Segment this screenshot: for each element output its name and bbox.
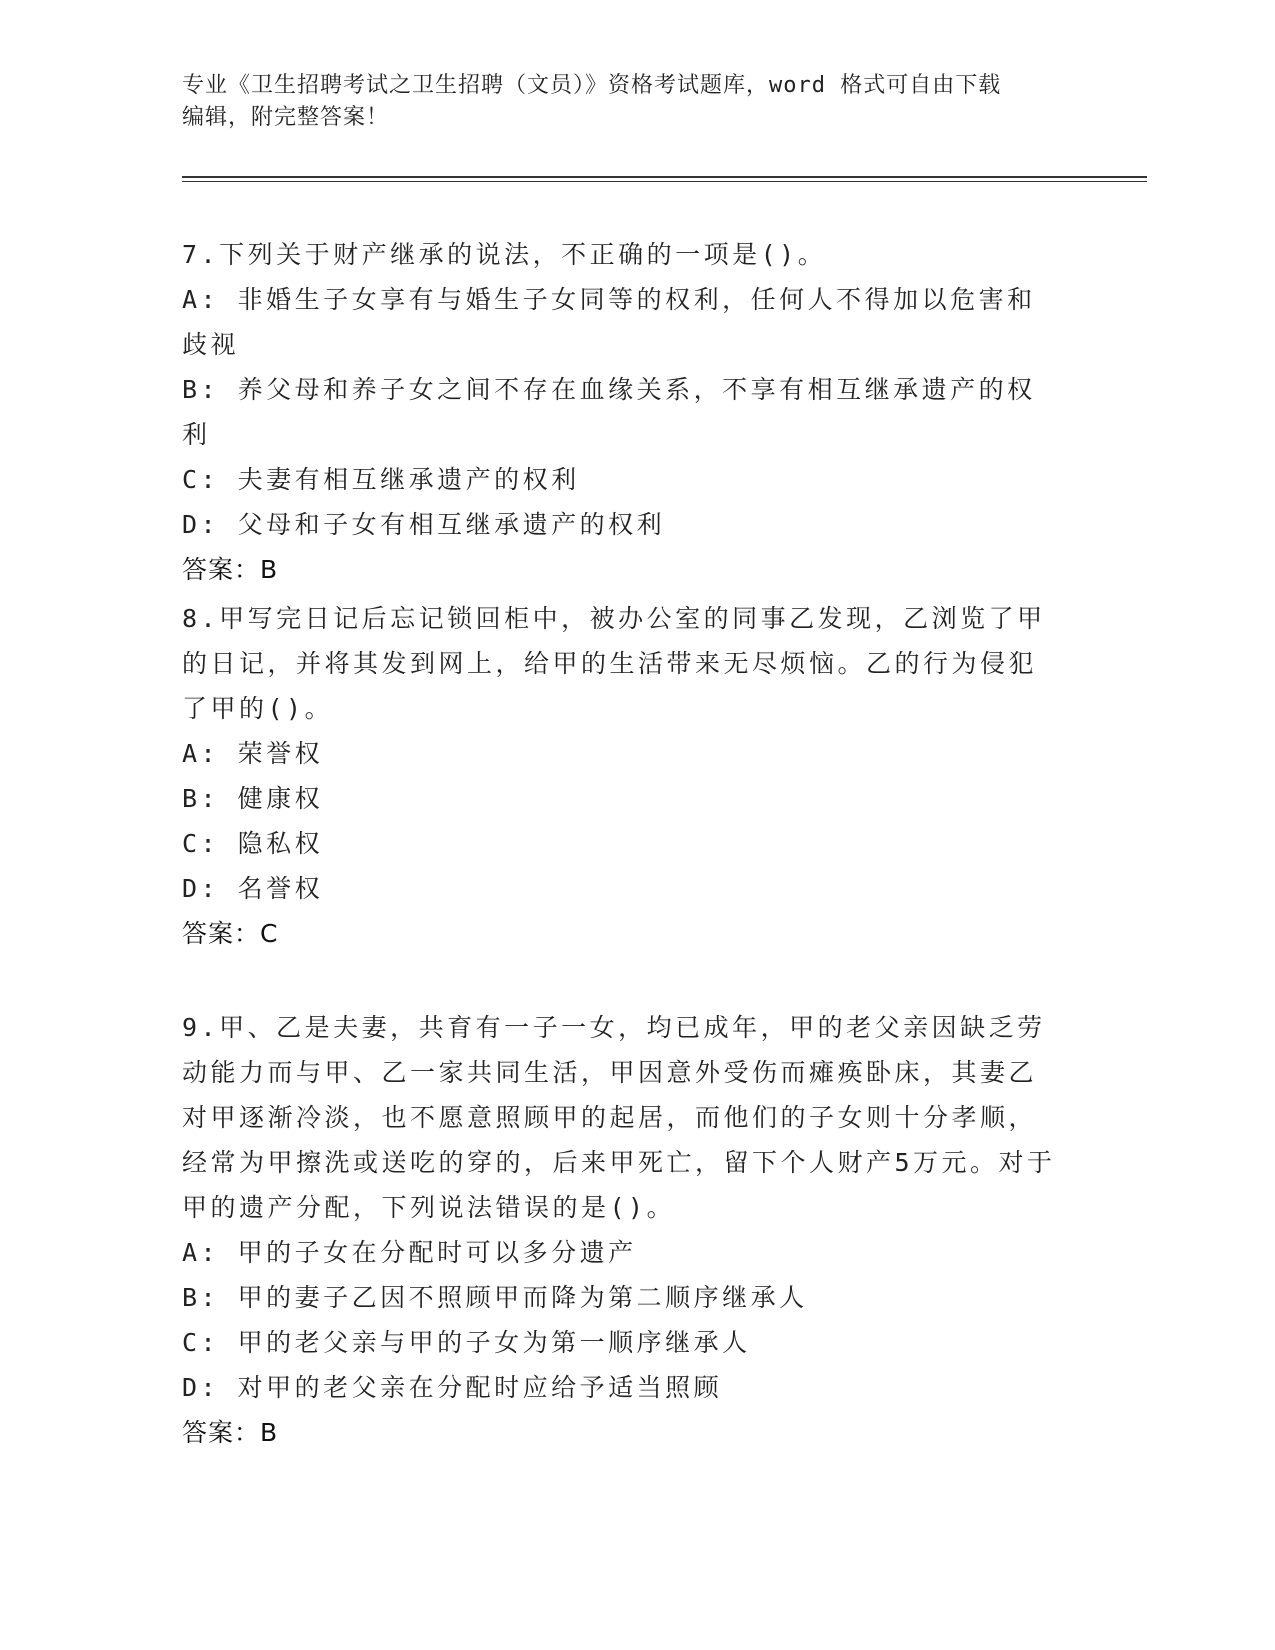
- option-c: C: 甲的老父亲与甲的子女为第一顺序继承人: [182, 1328, 751, 1357]
- option-c: C: 隐私权: [182, 829, 324, 858]
- option-a: A: 甲的子女在分配时可以多分遗产: [182, 1238, 637, 1267]
- question-8: [182, 596, 1062, 956]
- option-d: D: 对甲的老父亲在分配时应给予适当照顾: [182, 1373, 723, 1402]
- question-stem: 7.下列关于财产继承的说法，不正确的一项是()。: [182, 240, 827, 269]
- option-a: A: 荣誉权: [182, 739, 324, 768]
- question-stem: 9.甲、乙是夫妻，共育有一子一女，均已成年，甲的老父亲因缺乏劳动能力而与甲、乙一家共同生活，甲因意外受伤而瘫痪卧床，其妻乙对甲逐渐冷淡，也不愿意照顾甲的起居，而他们的子女则十分孝顺，经常为甲擦洗或送吃的穿的，后来甲死亡，留下个人财产5万元。对于甲的遗产分配，下列说法错误的是()。: [182, 1013, 1056, 1222]
- answer-line: 答案：B: [182, 555, 279, 584]
- question-9: [182, 1005, 1062, 1455]
- header-line-1: 专业《卫生招聘考试之卫生招聘（文员）》资格考试题库，word 格式可自由下载: [182, 73, 1002, 98]
- header-line-2: 编辑，附完整答案！: [182, 105, 390, 130]
- header-rule-thick: [182, 176, 1147, 178]
- header-rule-thin: [182, 181, 1147, 182]
- option-d: D: 父母和子女有相互继承遗产的权利: [182, 510, 666, 539]
- option-b: B: 甲的妻子乙因不照顾甲而降为第二顺序继承人: [182, 1283, 808, 1312]
- document-header: [182, 70, 1062, 134]
- question-stem: 8.甲写完日记后忘记锁回柜中，被办公室的同事乙发现，乙浏览了甲的日记，并将其发到网上，给甲的生活带来无尽烦恼。乙的行为侵犯了甲的()。: [182, 604, 1046, 723]
- option-b: B: 养父母和养子女之间不存在血缘关系，不享有相互继承遗产的权利: [182, 375, 1036, 449]
- option-a: A: 非婚生子女享有与婚生子女同等的权利，任何人不得加以危害和歧视: [182, 285, 1036, 359]
- answer-line: 答案：B: [182, 1418, 279, 1447]
- option-d: D: 名誉权: [182, 874, 324, 903]
- answer-line: 答案：C: [182, 919, 279, 948]
- option-c: C: 夫妻有相互继承遗产的权利: [182, 465, 580, 494]
- question-7: [182, 232, 1062, 592]
- option-b: B: 健康权: [182, 784, 324, 813]
